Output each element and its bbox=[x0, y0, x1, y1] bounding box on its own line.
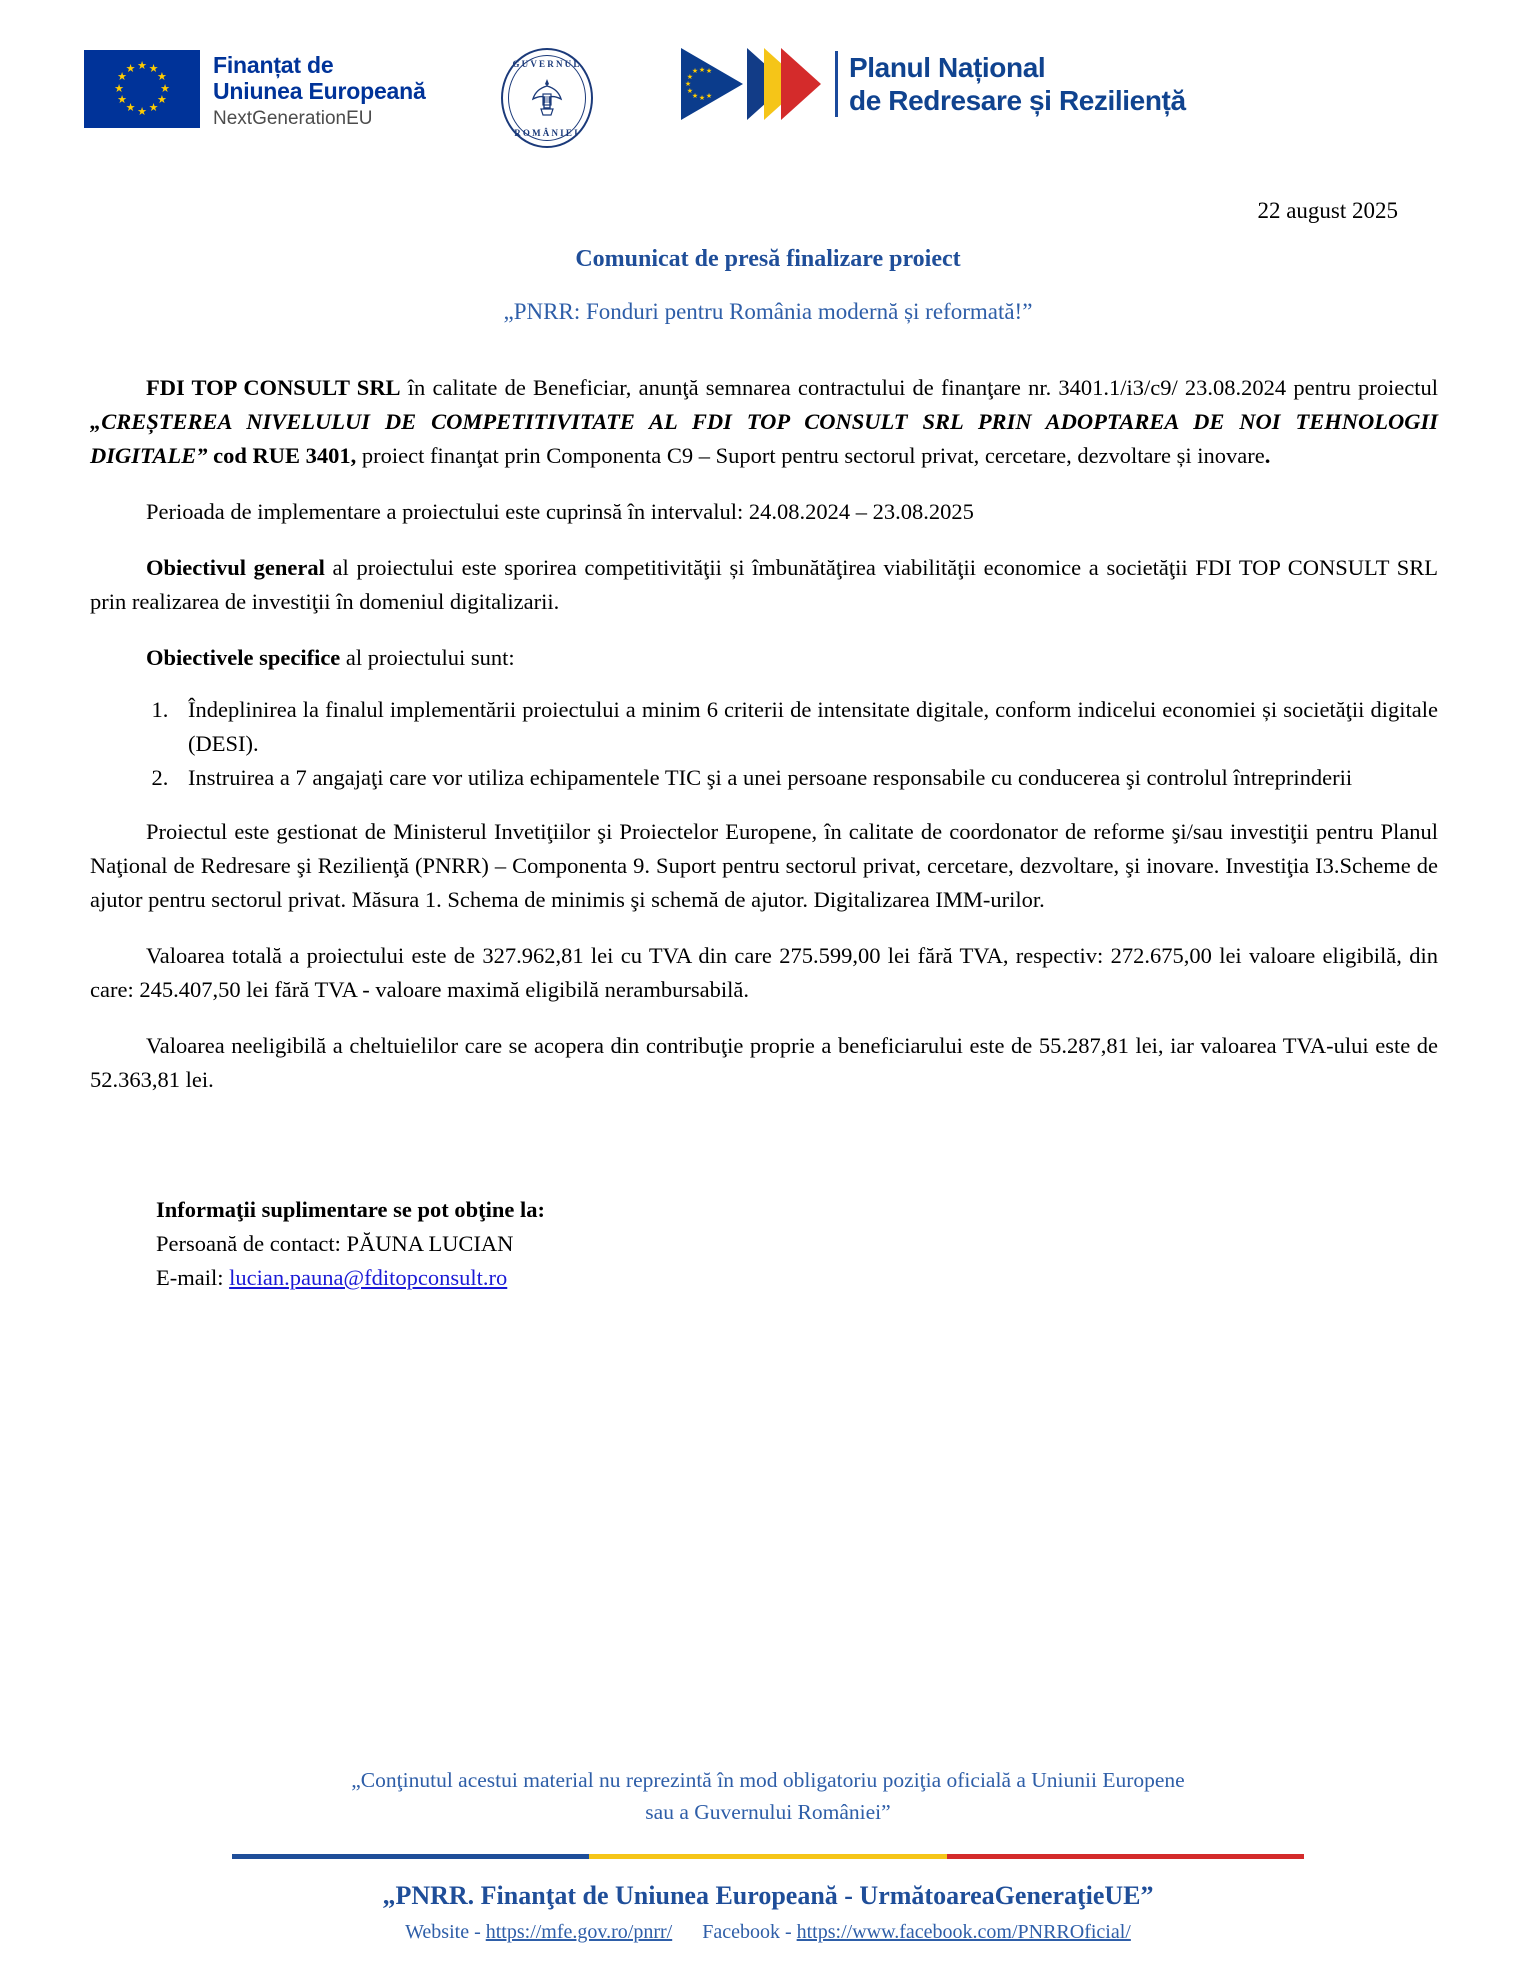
paragraph-specific-objectives-heading bbox=[90, 641, 1438, 675]
paragraph-total-value: Valoarea totală a proiectului este de 327.962,81 lei cu TVA din care 275.599,00 lei fără TVA, respectiv: 272.675,00 lei valoare eligibilă, din care: 245.407,50 lei fără TVA - valoare maximă eligibilă nerambursabilă. bbox=[90, 943, 1438, 1002]
contact-heading: Informaţii suplimentare se pot obţine la: bbox=[156, 1197, 545, 1222]
specific-objectives-text: al proiectului sunt: bbox=[340, 645, 515, 670]
p1-text-1: în calitate de Beneficiar, anunţă semnarea contractului de finanţare nr. 3401.1/i3/c9/ 23.08.2024 pentru proiectul bbox=[400, 375, 1438, 400]
eu-funding-logo bbox=[84, 50, 426, 132]
tricolor-yellow bbox=[589, 1854, 946, 1859]
romanian-government-seal-icon bbox=[501, 48, 593, 148]
eu-chevron-star-icon: ★ bbox=[686, 72, 694, 81]
eu-star-icon: ★ bbox=[148, 62, 159, 75]
eu-star-icon: ★ bbox=[160, 82, 170, 95]
contact-person-name: PĂUNA LUCIAN bbox=[346, 1231, 514, 1256]
eu-chevron-star-icon: ★ bbox=[705, 67, 713, 76]
eu-star-icon: ★ bbox=[156, 71, 167, 83]
eu-chevron-icon bbox=[681, 48, 743, 120]
tricolor-divider bbox=[232, 1854, 1304, 1859]
contact-email-row bbox=[156, 1261, 1438, 1295]
specific-objectives-label: Obiectivele specifice bbox=[146, 645, 341, 670]
p1-text-3: proiect finanţat prin Componenta C9 – Suport pentru sectorul privat, cercetare, dezvoltare și inovare bbox=[356, 443, 1265, 468]
pnrr-logo-line1: Planul Național bbox=[849, 52, 1046, 83]
facebook-link[interactable]: https://www.facebook.com/PNRROficial/ bbox=[796, 1921, 1131, 1943]
tricolor-blue bbox=[232, 1854, 589, 1859]
general-objective-label: Obiectivul general bbox=[146, 555, 325, 580]
pnrr-divider bbox=[835, 51, 838, 117]
contact-person-label: Persoană de contact: bbox=[156, 1231, 347, 1256]
eu-star-icon: ★ bbox=[117, 71, 128, 83]
list-item: 2. Instruirea a 7 angajaţi care vor utiliza echipamentele TIC şi a unei persoane responsabile cu conducerea şi controlul întreprinderii bbox=[174, 761, 1438, 795]
contact-email-label: E-mail: bbox=[156, 1265, 230, 1290]
page-footer bbox=[0, 1764, 1536, 1944]
eu-star-icon: ★ bbox=[125, 62, 136, 75]
general-objective-text: al proiectului este sporirea competitivităţii și îmbunătăţirea viabilităţii economice a societăţii FDI TOP CONSULT SRL prin realizarea de investiţii în domeniul digitalizarii. bbox=[90, 555, 1438, 614]
website-label: Website - bbox=[405, 1921, 486, 1943]
paragraph-project-management: Proiectul este gestionat de Ministerul Invetiţiilor şi Proiectelor Europene, în calitate de coordonator de reforme şi/sau investiţii pentru Planul Naţional de Redresare şi Rezilienţă (PNRR) – Componenta 9. Suport pentru sectorul privat, cercetare, dezvoltare, şi inovare. Investiţia I3.Scheme de ajutor pentru sectorul privat. Măsura 1. Schema de minimis şi schemă de ajutor. Digitalizarea IMM-urilor. bbox=[90, 819, 1438, 912]
document-date: 22 august 2025 bbox=[1257, 198, 1398, 223]
tricolor-red bbox=[947, 1854, 1304, 1859]
rue-code: cod RUE 3401, bbox=[213, 443, 357, 468]
eu-star-icon: ★ bbox=[114, 82, 124, 95]
eagle-crest-icon bbox=[530, 77, 564, 119]
eu-star-icon: ★ bbox=[148, 102, 159, 115]
eu-chevron-star-icon: ★ bbox=[698, 65, 706, 74]
paragraph-implementation-period: Perioada de implementare a proiectului este cuprinsă în intervalul: 24.08.2024 – 23.08.2025 bbox=[146, 499, 974, 524]
pnrr-logo-text bbox=[849, 51, 1186, 117]
website-link[interactable]: https://mfe.gov.ro/pnrr/ bbox=[485, 1921, 673, 1943]
eu-star-icon: ★ bbox=[137, 59, 147, 72]
eu-logo-line3: NextGenerationEU bbox=[213, 108, 373, 129]
contact-person-row bbox=[156, 1227, 1438, 1261]
footer-disclaimer bbox=[0, 1764, 1536, 1828]
beneficiary-name: FDI TOP CONSULT SRL bbox=[146, 375, 401, 400]
footer-disclaimer-line2: sau a Guvernului României” bbox=[645, 1800, 891, 1824]
eu-chevron-star-icon: ★ bbox=[691, 67, 699, 76]
seal-top-label: GUVERNUL bbox=[512, 59, 582, 69]
seal-bottom-label: ROMÂNIEI bbox=[514, 128, 580, 138]
eu-chevron-star-icon: ★ bbox=[698, 93, 706, 102]
facebook-label: Facebook - bbox=[702, 1921, 797, 1943]
eu-chevron-star-icon: ★ bbox=[684, 79, 692, 88]
eu-star-icon: ★ bbox=[117, 94, 128, 106]
paragraph-ineligible-value: Valoarea neeligibilă a cheltuielilor care se acopera din contribuţie proprie a beneficiarului este de 55.287,81 lei, iar valoarea TVA-ului este de 52.363,81 lei. bbox=[90, 1033, 1438, 1092]
paragraph-contract-announcement bbox=[90, 371, 1438, 473]
p1-text-4: . bbox=[1264, 443, 1271, 468]
eu-chevron-star-icon: ★ bbox=[691, 91, 699, 100]
eu-star-icon: ★ bbox=[156, 94, 167, 106]
eu-chevron-star-icon: ★ bbox=[686, 86, 694, 95]
page-subtitle: „PNRR: Fonduri pentru România modernă și reformată!” bbox=[503, 299, 1033, 324]
footer-disclaimer-line1: „Conţinutul acestui material nu reprezintă în mod obligatoriu poziţia oficială a Uniunii Europene bbox=[351, 1768, 1185, 1792]
logo-bar bbox=[76, 0, 1460, 170]
pnrr-logo-line2: de Redresare și Reziliență bbox=[849, 85, 1186, 116]
contact-email-link[interactable]: lucian.pauna@fditopconsult.ro bbox=[229, 1265, 508, 1290]
pnrr-logo bbox=[681, 48, 1186, 120]
eu-flag-icon bbox=[84, 50, 200, 128]
eu-star-icon: ★ bbox=[125, 102, 136, 115]
eu-logo-text bbox=[213, 50, 426, 132]
eu-logo-line2: Uniunea Europeană bbox=[213, 78, 426, 104]
eu-star-icon: ★ bbox=[137, 105, 147, 118]
pnrr-chevron-group-icon bbox=[681, 48, 821, 120]
list-item: 1. Îndeplinirea la finalul implementării proiectului a minim 6 criterii de intensitate digitale, conform indicelui economiei și societăţii digitale (DESI). bbox=[174, 693, 1438, 761]
eu-chevron-star-icon: ★ bbox=[705, 91, 713, 100]
project-title: „CREȘTEREA NIVELULUI DE COMPETITIVITATE AL FDI TOP CONSULT SRL PRIN ADOPTAREA DE NOI TEHNOLOGII DIGITALE” bbox=[90, 409, 1438, 468]
chevron-red-icon bbox=[781, 48, 821, 120]
eu-logo-line1: Finanțat de bbox=[213, 52, 334, 78]
objectives-list bbox=[90, 693, 1438, 795]
contact-block bbox=[90, 1193, 1438, 1295]
footer-links bbox=[0, 1921, 1536, 1944]
page-title: Comunicat de presă finalizare proiect bbox=[575, 246, 961, 272]
paragraph-general-objective bbox=[90, 551, 1438, 619]
footer-title: „PNRR. Finanţat de Uniunea Europeană - UrmătoareaGeneraţieUE” bbox=[382, 1881, 1154, 1910]
document-body bbox=[76, 371, 1460, 1295]
